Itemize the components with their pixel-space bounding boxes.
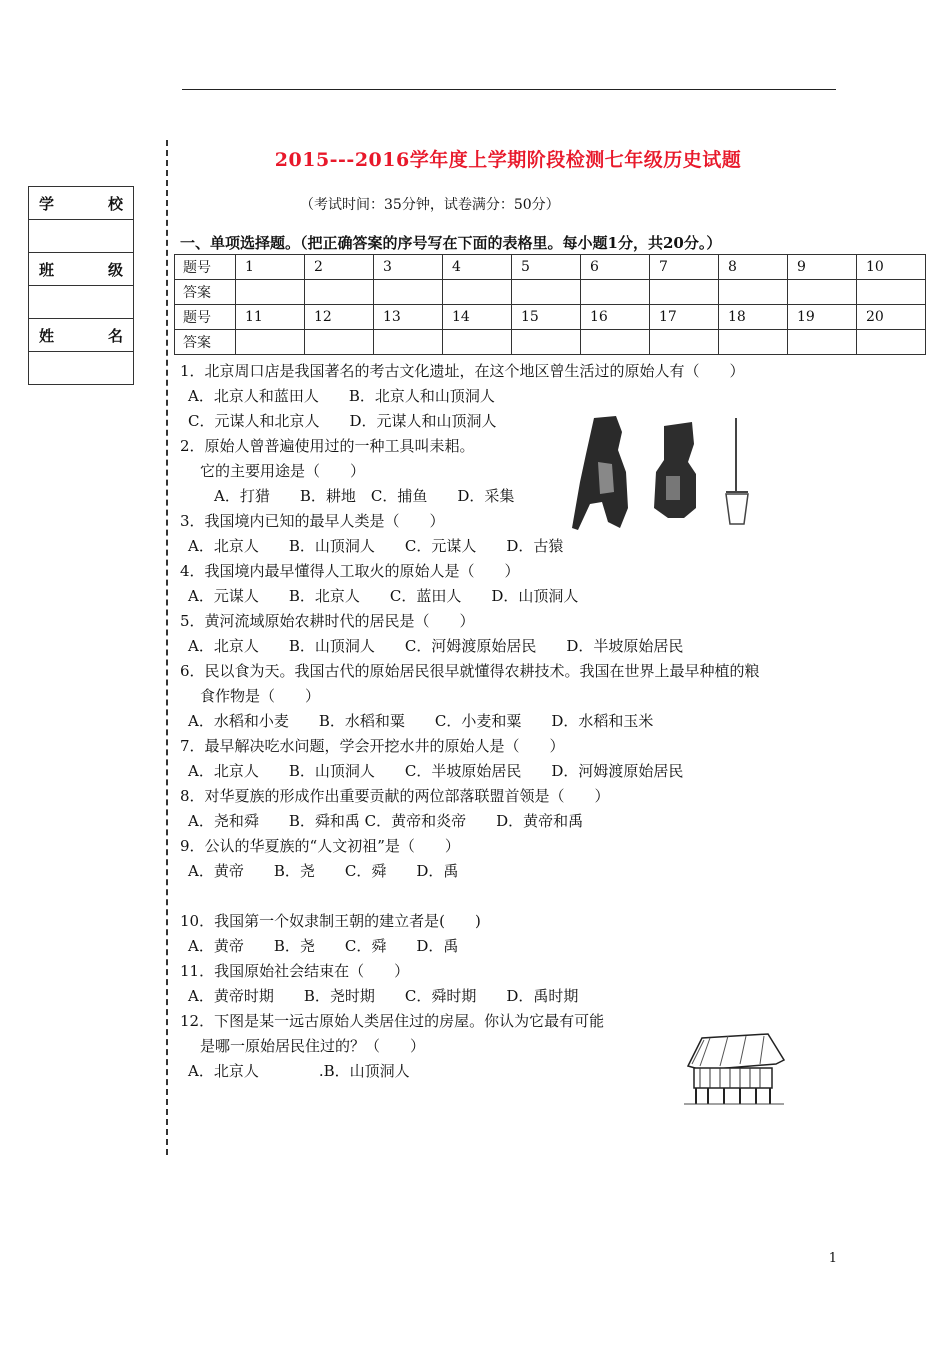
question-7-options: A．北京人 B．山顶洞人 C．半坡原始居民 D．河姆渡原始居民: [188, 762, 684, 780]
question-number: 5: [512, 255, 581, 280]
question-number: 16: [581, 305, 650, 330]
answer-cell[interactable]: [236, 280, 305, 305]
name-label-b: 名: [107, 326, 123, 345]
tool-sketch-1: [572, 416, 628, 530]
question-9: 9．公认的华夏族的“人文初祖”是（ ）: [180, 837, 460, 855]
question-number: 10: [857, 255, 926, 280]
answer-cell[interactable]: [788, 280, 857, 305]
table-row: [175, 255, 926, 280]
leisi-tool-illustration: [568, 412, 758, 534]
question-number: 20: [857, 305, 926, 330]
question-2: 2．原始人曾普遍使用过的一种工具叫耒耜。: [180, 437, 475, 455]
question-12: 12．下图是某一远古原始人类居住过的房屋。你认为它最有可能: [180, 1012, 605, 1030]
page-number: 1: [828, 1251, 837, 1266]
question-1-options: A．北京人和蓝田人 B．北京人和山顶洞人: [188, 387, 495, 405]
question-number: 9: [788, 255, 857, 280]
question-3: 3．我国境内已知的最早人类是（ ）: [180, 512, 445, 530]
row-label: 题号: [175, 305, 236, 330]
question-number: 6: [581, 255, 650, 280]
header-rule: [182, 89, 836, 90]
school-field[interactable]: [29, 220, 134, 253]
question-number: 15: [512, 305, 581, 330]
question-number: 14: [443, 305, 512, 330]
answer-cell[interactable]: [788, 330, 857, 355]
question-number: 18: [719, 305, 788, 330]
question-2-options: A．打猎 B．耕地 C．捕鱼 D．采集: [214, 487, 515, 505]
question-number: 17: [650, 305, 719, 330]
question-12-options: A．北京人 .B．山顶洞人: [188, 1062, 410, 1080]
name-label-a: 姓: [39, 326, 55, 345]
question-number: 7: [650, 255, 719, 280]
row-label: 题号: [175, 255, 236, 280]
section-heading: 一、单项选择题。（把正确答案的序号写在下面的表格里。每小题1分，共20分。）: [180, 234, 722, 252]
class-field[interactable]: [29, 286, 134, 319]
question-11-options: A．黄帝时期 B．尧时期 C．舜时期 D．禹时期: [188, 987, 579, 1005]
question-9-options: A．黄帝 B．尧 C．舜 D．禹: [188, 862, 459, 880]
stilt-house-illustration: [680, 1030, 790, 1108]
question-4: 4．我国境内最早懂得人工取火的原始人是（ ）: [180, 562, 520, 580]
school-label-a: 学: [39, 194, 55, 213]
page-title: 2015---2016学年度上学期阶段检测七年级历史试题: [274, 149, 742, 171]
question-8: 8．对华夏族的形成作出重要贡献的两位部落联盟首领是（ ）: [180, 787, 610, 805]
answer-cell[interactable]: [374, 280, 443, 305]
name-field[interactable]: [29, 352, 134, 385]
answer-cell[interactable]: [719, 280, 788, 305]
answer-cell[interactable]: [512, 330, 581, 355]
table-row: [175, 305, 926, 330]
answer-cell[interactable]: [305, 280, 374, 305]
class-label-b: 级: [107, 260, 123, 279]
answer-cell[interactable]: [650, 280, 719, 305]
question-2-cont: 它的主要用途是（ ）: [200, 462, 366, 480]
row-label: 答案: [175, 330, 236, 355]
student-info-box: [28, 186, 134, 385]
question-number: 12: [305, 305, 374, 330]
question-number: 1: [236, 255, 305, 280]
exam-info: （考试时间：35分钟，试卷满分：50分）: [300, 197, 560, 213]
table-row: [175, 330, 926, 355]
question-10: 10．我国第一个奴隶制王朝的建立者是( ): [180, 912, 481, 930]
question-3-options: A．北京人 B．山顶洞人 C．元谋人 D．古猿: [188, 537, 564, 555]
question-number: 19: [788, 305, 857, 330]
answer-cell[interactable]: [650, 330, 719, 355]
question-6-cont: 食作物是（ ）: [200, 687, 321, 705]
tool-sketch-2: [654, 422, 696, 518]
question-number: 13: [374, 305, 443, 330]
binding-line: [166, 140, 168, 1155]
answer-cell[interactable]: [857, 330, 926, 355]
answer-cell[interactable]: [719, 330, 788, 355]
question-1-options: C．元谋人和北京人 D．元谋人和山顶洞人: [188, 412, 497, 430]
question-11: 11．我国原始社会结束在（ ）: [180, 962, 410, 980]
question-5-options: A．北京人 B．山顶洞人 C．河姆渡原始居民 D．半坡原始居民: [188, 637, 684, 655]
question-number: 4: [443, 255, 512, 280]
answer-cell[interactable]: [236, 330, 305, 355]
question-12-cont: 是哪一原始居民住过的？（ ）: [200, 1037, 426, 1055]
question-4-options: A．元谋人 B．北京人 C．蓝田人 D．山顶洞人: [188, 587, 579, 605]
question-10-options: A．黄帝 B．尧 C．舜 D．禹: [188, 937, 459, 955]
question-6-options: A．水稻和小麦 B．水稻和粟 C．小麦和粟 D．水稻和玉米: [188, 712, 654, 730]
question-5: 5．黄河流域原始农耕时代的居民是（ ）: [180, 612, 475, 630]
school-label-b: 校: [107, 194, 123, 213]
question-number: 2: [305, 255, 374, 280]
answer-cell[interactable]: [305, 330, 374, 355]
class-label-a: 班: [39, 260, 55, 279]
question-1: 1．北京周口店是我国著名的考古文化遗址，在这个地区曾生活过的原始人有（ ）: [180, 362, 745, 380]
question-6: 6．民以食为天。我国古代的原始居民很早就懂得农耕技术。我国在世界上最早种植的粮: [180, 662, 760, 680]
answer-cell[interactable]: [443, 280, 512, 305]
answer-cell[interactable]: [374, 330, 443, 355]
question-7: 7．最早解决吃水问题，学会开挖水井的原始人是（ ）: [180, 737, 565, 755]
question-number: 8: [719, 255, 788, 280]
answer-cell[interactable]: [581, 330, 650, 355]
row-label: 答案: [175, 280, 236, 305]
answer-cell[interactable]: [857, 280, 926, 305]
answer-cell[interactable]: [512, 280, 581, 305]
question-8-options: A．尧和舜 B．舜和禹 C．黄帝和炎帝 D．黄帝和禹: [188, 812, 584, 830]
table-row: [175, 280, 926, 305]
answer-cell[interactable]: [443, 330, 512, 355]
question-number: 3: [374, 255, 443, 280]
tool-sketch-3: [726, 418, 748, 524]
answer-cell[interactable]: [581, 280, 650, 305]
answer-table: [174, 254, 926, 355]
question-number: 11: [236, 305, 305, 330]
